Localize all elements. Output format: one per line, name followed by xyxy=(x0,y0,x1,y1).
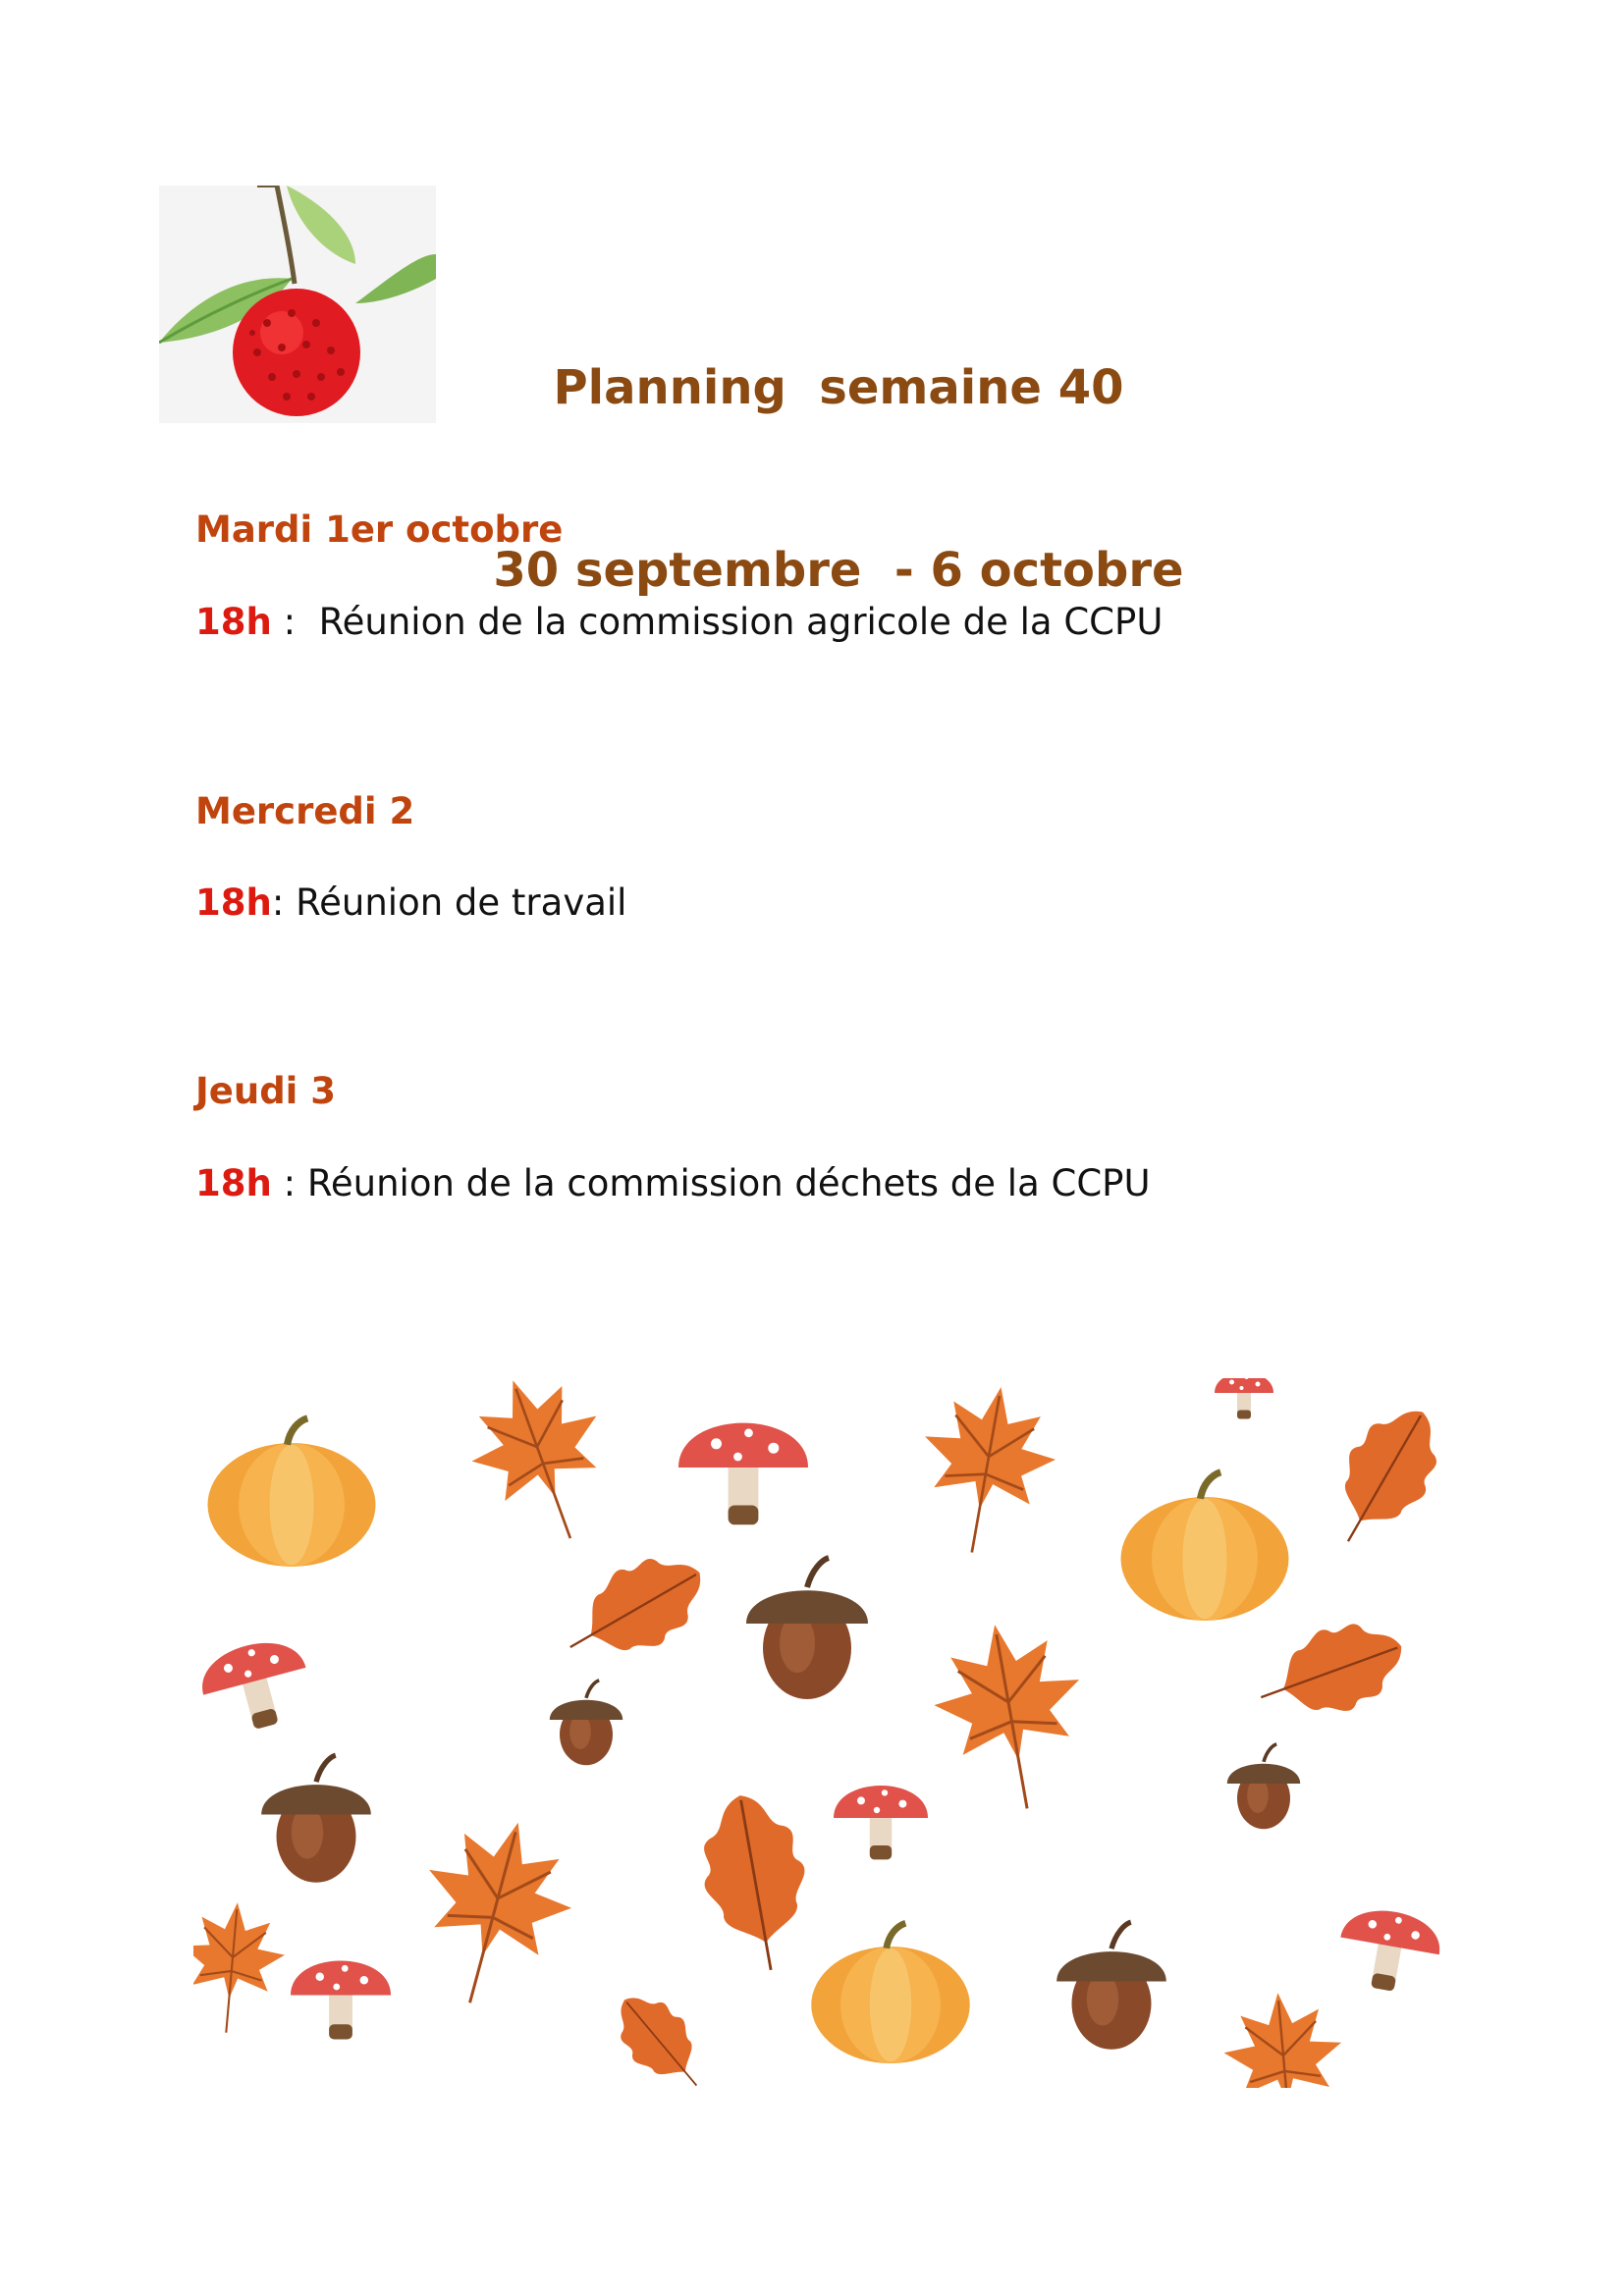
event-description: Réunion de la commission agricole de la CCPU xyxy=(318,601,1164,643)
event-mercredi xyxy=(195,881,626,925)
event-description: Réunion de la commission déchets de la CCPU xyxy=(306,1162,1151,1204)
event-mardi xyxy=(195,601,1163,644)
title-line-2: 30 septembre - 6 octobre xyxy=(493,543,1184,598)
event-separator: : xyxy=(271,601,319,643)
event-separator: : xyxy=(271,1162,307,1204)
event-separator: : xyxy=(271,881,297,924)
event-description: Réunion de travail xyxy=(296,881,627,924)
autumn-pattern-illustration xyxy=(193,1378,1455,2088)
day-heading-mardi: Mardi 1er octobre xyxy=(195,508,564,551)
event-jeudi xyxy=(195,1162,1151,1205)
event-time: 18h xyxy=(195,1162,272,1204)
day-heading-mercredi: Mercredi 2 xyxy=(195,790,415,832)
event-time: 18h xyxy=(195,881,272,924)
arbutus-berry-logo-icon xyxy=(159,186,436,423)
title-line-1: Planning semaine 40 xyxy=(553,360,1124,415)
page-title xyxy=(436,236,1241,662)
event-time: 18h xyxy=(195,601,272,643)
day-heading-jeudi: Jeudi 3 xyxy=(195,1070,336,1112)
